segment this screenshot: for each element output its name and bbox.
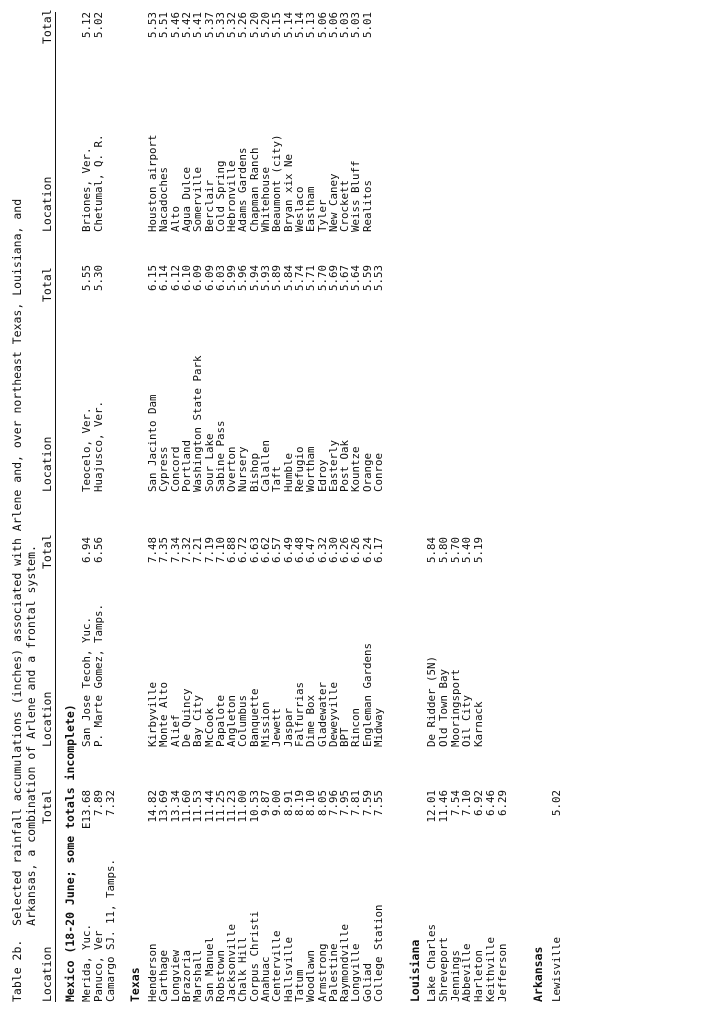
table-row	[294, 0, 305, 1030]
col-header-total-4: Total	[40, 9, 54, 44]
location-cell: Karnack	[472, 701, 486, 747]
table-row	[362, 0, 373, 1030]
location-cell: Mission	[259, 701, 272, 747]
total-cell: 5.42	[179, 12, 193, 39]
location-cell: Abbeville	[460, 943, 474, 1002]
total-cell: 5.94	[247, 265, 261, 292]
location-cell: Gladewater	[315, 681, 329, 747]
total-cell: 5.01	[360, 12, 374, 39]
location-cell: Weiss Bluff	[349, 160, 363, 232]
total-cell: 5.40	[460, 537, 474, 564]
location-cell: Merida, Yuc.	[80, 923, 93, 1002]
total-cell: 8.10	[304, 790, 318, 817]
location-cell: Kountze	[349, 446, 363, 492]
location-cell: Edroy	[315, 459, 329, 492]
total-cell: 5.12	[80, 12, 93, 39]
total-cell: 9.87	[259, 790, 272, 817]
total-cell: 5.84	[425, 537, 438, 564]
table-row	[181, 0, 192, 1030]
total-cell: 5.03	[338, 12, 352, 39]
total-cell: 5.03	[349, 12, 363, 39]
total-cell: 5.69	[326, 265, 340, 292]
location-cell: P. Marte Gomez, Tamps.	[92, 603, 105, 747]
location-cell: Midway	[372, 707, 385, 747]
total-cell: 5.89	[270, 265, 284, 292]
total-cell: 5.84	[281, 265, 295, 292]
total-cell: 11.60	[179, 790, 193, 823]
location-cell: Marshall	[191, 949, 205, 1002]
location-cell: Wortham	[304, 446, 318, 492]
total-cell: 5.14	[281, 12, 295, 39]
location-cell: Cypress	[157, 446, 171, 492]
location-cell: Orange	[360, 452, 374, 492]
location-cell: Engleman Gardens	[360, 642, 374, 747]
location-cell: Kirbyville	[146, 681, 159, 747]
location-cell: Whitehouse	[259, 166, 272, 232]
total-cell: 5.37	[202, 12, 216, 39]
total-cell: 7.96	[326, 790, 340, 817]
location-cell: Angleton	[225, 694, 239, 747]
location-cell: Teocelo, Ver.	[80, 407, 93, 492]
total-cell: 11.53	[191, 790, 205, 823]
total-cell: 5.06	[326, 12, 340, 39]
table-row	[249, 0, 260, 1030]
total-cell: 11.44	[202, 790, 216, 823]
total-cell: 6.57	[270, 537, 284, 564]
location-cell: Adams Gardens	[236, 147, 250, 232]
location-cell: Huajusco, Ver.	[92, 400, 105, 492]
caption-line-2: Arkansas, a combination of Arlene and a frontal system.	[24, 545, 38, 1002]
total-cell: 13.69	[157, 790, 171, 823]
location-cell: Mooringsport	[448, 668, 462, 747]
total-cell: 7.10	[460, 790, 474, 817]
total-cell: 5.02	[92, 12, 105, 39]
total-cell: 6.32	[315, 537, 329, 564]
total-cell: 7.55	[372, 790, 385, 817]
table-row	[158, 0, 169, 1030]
total-cell: 5.32	[225, 12, 239, 39]
total-cell: 6.12	[168, 265, 182, 292]
total-cell: 5.41	[191, 12, 205, 39]
table-row	[81, 0, 92, 1030]
col-header-location-2: Location	[40, 691, 54, 747]
location-cell: Sour Lake	[202, 433, 216, 492]
total-cell: 5.53	[372, 265, 385, 292]
total-cell: 7.95	[338, 790, 352, 817]
total-cell: 5.64	[349, 265, 363, 292]
total-cell: 7.32	[104, 790, 117, 817]
total-cell: 8.05	[315, 790, 329, 817]
location-cell: Calallen	[259, 439, 272, 492]
total-cell: 5.02	[550, 790, 563, 817]
total-cell: 7.34	[168, 537, 182, 564]
total-cell: 14.82	[146, 790, 159, 823]
location-cell: Centerville	[270, 930, 284, 1002]
column-header-row	[40, 9, 56, 1002]
total-cell: 5.46	[168, 12, 182, 39]
location-cell: Monte Alto	[157, 681, 171, 747]
total-cell: 5.53	[146, 12, 159, 39]
total-cell: 6.94	[80, 537, 93, 564]
location-cell: Keithville	[484, 936, 497, 1002]
section-title-texas: Texas	[128, 967, 142, 1002]
location-cell: Carthage	[157, 949, 171, 1002]
location-cell: San Jacinto Dam	[146, 394, 159, 492]
location-cell: Jewett	[270, 707, 284, 747]
location-cell: Portland	[179, 439, 193, 492]
location-cell: Columbus	[236, 694, 250, 747]
total-cell: 5.13	[304, 12, 318, 39]
total-cell: 5.74	[292, 265, 306, 292]
location-cell: Henderson	[146, 943, 159, 1002]
location-cell: Eastham	[304, 186, 318, 232]
total-cell: 5.80	[436, 537, 450, 564]
total-cell: 6.48	[292, 537, 306, 564]
table-row	[497, 0, 508, 1030]
location-cell: New Caney	[326, 173, 340, 232]
table-row	[317, 0, 328, 1030]
location-cell: Chapman Ranch	[247, 147, 261, 232]
total-cell: 10.53	[247, 790, 261, 823]
total-cell: 6.09	[191, 265, 205, 292]
location-cell: Alto	[168, 205, 182, 232]
total-cell: 6.47	[304, 537, 318, 564]
location-cell: Tyler	[315, 199, 329, 232]
location-cell: BPT	[338, 727, 352, 747]
location-cell: San Manuel	[202, 936, 216, 1002]
table-row	[93, 0, 104, 1030]
total-cell: 6.03	[213, 265, 227, 292]
location-cell: Papalote	[213, 694, 227, 747]
total-cell: E13.68	[80, 790, 93, 830]
location-cell: Panuco, Ver	[92, 930, 105, 1002]
total-cell: 8.19	[292, 790, 306, 817]
total-cell: 5.59	[360, 265, 374, 292]
location-cell: Hallsville	[281, 936, 295, 1002]
location-cell: Old Town Bay	[436, 668, 450, 747]
location-cell: Somerville	[191, 166, 205, 232]
location-cell: Weslaco	[292, 186, 306, 232]
total-cell: 7.81	[349, 790, 363, 817]
total-cell: 5.19	[472, 537, 486, 564]
location-cell: De Quincy	[179, 688, 193, 747]
location-cell: Alief	[168, 714, 182, 747]
location-cell: College Station	[372, 904, 385, 1002]
total-cell: 6.24	[360, 537, 374, 564]
total-cell: 6.92	[472, 790, 486, 817]
location-cell: Crockett	[338, 179, 352, 232]
location-cell: Harleton	[472, 949, 486, 1002]
location-cell: Falfurrias	[292, 681, 306, 747]
location-cell: Jacksonville	[225, 923, 239, 1002]
location-cell: Corpus Christi	[247, 910, 261, 1002]
table-row	[461, 0, 472, 1030]
location-cell: Oil City	[460, 694, 474, 747]
location-cell: Concord	[168, 446, 182, 492]
location-cell: Brazoria	[179, 949, 193, 1002]
total-cell: 11.46	[436, 790, 450, 823]
total-cell: 6.10	[179, 265, 193, 292]
location-cell: Agua Dulce	[179, 166, 193, 232]
location-cell: Realitos	[360, 179, 374, 232]
location-cell: Nursery	[236, 446, 250, 492]
total-cell: 6.15	[146, 265, 159, 292]
location-cell: Lewisville	[550, 936, 563, 1002]
location-cell: Tatum	[292, 969, 306, 1002]
total-cell: 5.70	[315, 265, 329, 292]
location-cell: Lake Charles	[425, 923, 438, 1002]
total-cell: 6.49	[281, 537, 295, 564]
location-cell: Nacadoches	[157, 166, 171, 232]
table-row	[373, 0, 384, 1030]
total-cell: 8.91	[281, 790, 295, 817]
location-cell: Bishop	[247, 452, 261, 492]
location-cell: Chetumal, Q. R.	[92, 134, 105, 232]
total-cell: 5.71	[304, 265, 318, 292]
location-cell: Armstrong	[315, 943, 329, 1002]
total-cell: 6.46	[484, 790, 497, 817]
total-cell: 5.99	[225, 265, 239, 292]
total-cell: 6.17	[372, 537, 385, 564]
table-row	[438, 0, 449, 1030]
total-cell: 11.25	[213, 790, 227, 823]
location-cell: Goliad	[360, 962, 374, 1002]
location-cell: Berclair	[202, 179, 216, 232]
table-row	[215, 0, 226, 1030]
total-cell: 5.70	[448, 537, 462, 564]
total-cell: 7.54	[448, 790, 462, 817]
location-cell: Easterly	[326, 439, 340, 492]
location-cell: Washington State Park	[191, 355, 205, 492]
total-cell: 7.59	[360, 790, 374, 817]
location-cell: Jefferson	[495, 943, 509, 1002]
col-header-location-4: Location	[40, 176, 54, 232]
total-cell: 5.26	[236, 12, 250, 39]
location-cell: Longview	[168, 949, 182, 1002]
location-cell: Post Oak	[338, 439, 352, 492]
location-cell: Deweyville	[326, 681, 340, 747]
total-cell: 5.06	[315, 12, 329, 39]
location-cell: Beaumont (city)	[270, 134, 284, 232]
total-cell: 7.89	[92, 790, 105, 817]
total-cell: 6.26	[338, 537, 352, 564]
col-header-total-3: Total	[40, 267, 54, 302]
location-cell: San Jose Tecoh, Yuc.	[80, 616, 93, 747]
location-cell: Banquette	[247, 688, 261, 747]
table-row	[237, 0, 248, 1030]
total-cell: 7.21	[191, 537, 205, 564]
total-cell: 5.20	[259, 12, 272, 39]
location-cell: Houston airport	[146, 134, 159, 232]
col-header-total-2: Total	[40, 534, 54, 569]
location-cell: Bay City	[191, 694, 205, 747]
total-cell: 5.30	[92, 265, 105, 292]
table-row	[204, 0, 215, 1030]
col-header-total-1: Total	[40, 789, 54, 824]
total-cell: 5.93	[259, 265, 272, 292]
location-cell: McCook	[202, 707, 216, 747]
table-row	[426, 0, 437, 1030]
total-cell: 11.00	[236, 790, 250, 823]
location-cell: Dime Box	[304, 694, 318, 747]
total-cell: 7.19	[202, 537, 216, 564]
table-row	[283, 0, 294, 1030]
location-cell: Longville	[349, 943, 363, 1002]
table-row	[551, 0, 562, 1030]
location-cell: Refugio	[292, 446, 306, 492]
location-cell: Camargo SJ. 11, Tamps.	[104, 858, 117, 1002]
total-cell: 6.09	[202, 265, 216, 292]
total-cell: 5.20	[247, 12, 261, 39]
total-cell: 6.30	[326, 537, 340, 564]
table-caption	[10, 199, 38, 1002]
total-cell: 9.00	[270, 790, 284, 817]
section-title-louisiana: Louisiana	[408, 939, 422, 1002]
location-cell: Palestine	[326, 943, 340, 1002]
total-cell: 5.96	[236, 265, 250, 292]
col-header-location-1: Location	[40, 946, 54, 1002]
location-cell: Hebronville	[225, 160, 239, 232]
location-cell: Jaspar	[281, 707, 295, 747]
location-cell: Sabine Pass	[213, 420, 227, 492]
col-header-location-3: Location	[40, 436, 54, 492]
total-cell: 5.33	[213, 12, 227, 39]
table-row	[339, 0, 350, 1030]
total-cell: 7.35	[157, 537, 171, 564]
table-row	[305, 0, 316, 1030]
total-cell: 6.14	[157, 265, 171, 292]
table-row	[450, 0, 461, 1030]
location-cell: Briones, Ver.	[80, 147, 93, 232]
location-cell: Woodlawn	[304, 949, 318, 1002]
location-cell: Conroe	[372, 452, 385, 492]
total-cell: 5.67	[338, 265, 352, 292]
total-cell: 6.26	[349, 537, 363, 564]
table-row	[473, 0, 484, 1030]
caption-line-1: Table 2b. Selected rainfall accumulations (inches) associated with Arlene and, over northeast Texas, Louisiana, and	[10, 198, 24, 1002]
total-cell: 11.23	[225, 790, 239, 823]
total-cell: 7.10	[213, 537, 227, 564]
location-cell: Overton	[225, 446, 239, 492]
location-cell: De Ridder (5N)	[425, 655, 438, 747]
location-cell: Taft	[270, 465, 284, 492]
total-cell: 12.01	[425, 790, 438, 823]
table-row	[271, 0, 282, 1030]
total-cell: 6.72	[236, 537, 250, 564]
total-cell: 5.15	[270, 12, 284, 39]
location-cell: Robstown	[213, 949, 227, 1002]
location-cell: Humble	[281, 452, 295, 492]
table-row	[147, 0, 158, 1030]
total-cell: 6.62	[259, 537, 272, 564]
location-cell: Rincon	[349, 707, 363, 747]
location-cell: Chalk Hill	[236, 936, 250, 1002]
table-row	[350, 0, 361, 1030]
total-cell: 6.56	[92, 537, 105, 564]
section-title-mexico: Mexico (18-20 June; some totals incomplete)	[63, 704, 77, 1002]
total-cell: 7.32	[179, 537, 193, 564]
table-row	[328, 0, 339, 1030]
table-row	[170, 0, 181, 1030]
table-row	[485, 0, 496, 1030]
total-cell: 6.29	[495, 790, 509, 817]
table-row	[192, 0, 203, 1030]
location-cell: Shreveport	[436, 936, 450, 1002]
location-cell: Raymondville	[338, 923, 352, 1002]
total-cell: 5.55	[80, 265, 93, 292]
total-cell: 7.48	[146, 537, 159, 564]
location-cell: Jennings	[448, 949, 462, 1002]
location-cell: Anahuac	[259, 956, 272, 1002]
total-cell: 5.14	[292, 12, 306, 39]
location-cell: Bryan xix Ne	[281, 153, 295, 232]
location-cell: Cold Spring	[213, 160, 227, 232]
total-cell: 6.88	[225, 537, 239, 564]
total-cell: 5.51	[157, 12, 171, 39]
table-row	[105, 0, 116, 1030]
total-cell: 6.63	[247, 537, 261, 564]
total-cell: 13.34	[168, 790, 182, 823]
section-title-arkansas: Arkansas	[531, 946, 545, 1002]
